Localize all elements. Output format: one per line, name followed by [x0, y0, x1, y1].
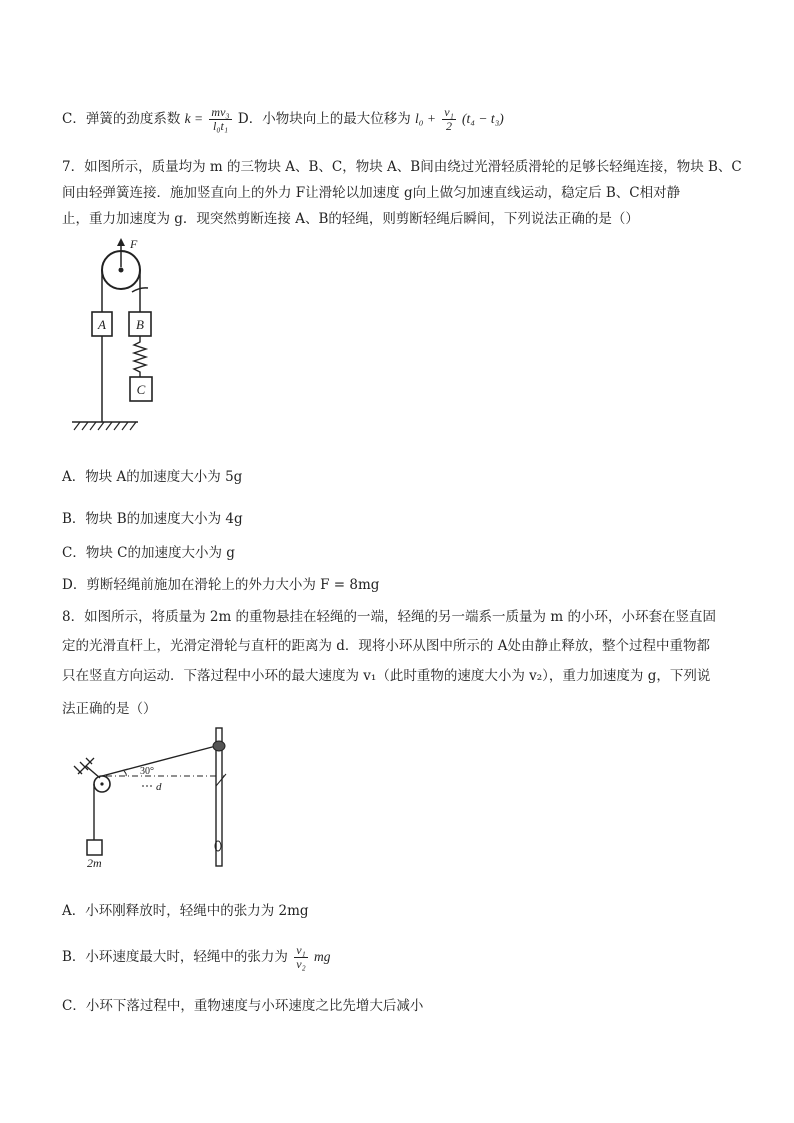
- q6-option-d-formula-b: (t₄ − t₃): [462, 111, 504, 126]
- fraction-denominator: 2: [446, 119, 452, 133]
- q8-option-b-fraction: [294, 944, 308, 971]
- block-c-label: C: [136, 382, 146, 397]
- angle-arc: [124, 771, 126, 776]
- fraction-denominator: l₀t₁: [213, 119, 229, 133]
- q7-option-d: D．剪断轻绳前施加在滑轮上的外力大小为 F = 8mg: [62, 577, 380, 593]
- q6-options-line: [62, 106, 504, 133]
- q7-pulley-figure: [60, 232, 160, 437]
- q8-stem-line-1: 8．如图所示，将质量为 2m 的重物悬挂在轻绳的一端，轻绳的另一端系一质量为 m 的小环，小环套在竖直固: [62, 609, 716, 625]
- q8-option-b: [62, 944, 331, 971]
- q7-stem-line-2: 间由轻弹簧连接．施加竖直向上的外力 F让滑轮以加速度 g向上做匀加速直线运动，稳定后 B、C相对静: [62, 185, 681, 201]
- angle-label: 30°: [140, 766, 154, 777]
- block-a-label: A: [98, 317, 106, 332]
- distance-label: d: [156, 781, 162, 793]
- mass-label: 2m: [87, 856, 102, 870]
- q6-option-d-fraction: [442, 106, 456, 133]
- q7-stem-line-3: 止，重力加速度为 g．现突然剪断连接 A、B的轻绳，则剪断轻绳后瞬间，下列说法正确的是（）: [62, 211, 639, 227]
- pulley-support: [86, 766, 100, 778]
- q6-option-c-prefix: C．弹簧的劲度系数: [62, 111, 181, 127]
- spring: [134, 336, 146, 377]
- q6-option-c-fraction: [209, 106, 231, 133]
- ceiling-hatching: [74, 758, 94, 774]
- q6-option-c-formula-lhs: k =: [184, 111, 204, 126]
- q8-ring-pulley-figure: [66, 722, 266, 872]
- pulley-axle: [100, 782, 103, 785]
- q6-option-d-prefix: D．小物块向上的最大位移为: [237, 111, 411, 127]
- fraction-denominator: v₂: [296, 957, 306, 971]
- q7-stem-line-1: 7．如图所示，质量均为 m 的三物块 A、B、C，物块 A、B间由绕过光滑轻质滑轮的足够长轻绳连接，物块 B、C: [62, 159, 742, 175]
- force-label: F: [130, 237, 138, 251]
- q7-option-c: C．物块 C的加速度大小为 g: [62, 545, 235, 561]
- ground-hatching: [74, 422, 136, 430]
- q8-option-c: C．小环下落过程中，重物速度与小环速度之比先增大后减小: [62, 998, 424, 1014]
- force-arrowhead: [117, 238, 125, 246]
- fraction-numerator: v₁: [296, 943, 306, 957]
- q7-option-b: B．物块 B的加速度大小为 4g: [62, 511, 243, 527]
- ring-at-a: [213, 741, 225, 751]
- q8-stem-line-2: 定的光滑直杆上，光滑定滑轮与直杆的距离为 d．现将小环从图中所示的 A处由静止释放，整个过程中重物都: [62, 638, 710, 654]
- q7-option-a: A．物块 A的加速度大小为 5g: [62, 469, 243, 485]
- fraction-numerator: mv₃: [211, 105, 230, 119]
- rope-to-ring: [102, 746, 216, 776]
- hanging-mass: [87, 840, 102, 855]
- q6-option-d-formula-a: l₀ +: [415, 111, 436, 126]
- q8-option-a: A．小环刚释放时，轻绳中的张力为 2mg: [62, 903, 309, 919]
- q8-option-b-suffix: mg: [314, 949, 331, 964]
- q8-option-b-prefix: B．小环速度最大时，轻绳中的张力为: [62, 949, 288, 965]
- pulley-axle: [119, 268, 124, 273]
- fraction-numerator: v₁: [444, 105, 454, 119]
- q8-stem-line-3: 只在竖直方向运动．下落过程中小环的最大速度为 v₁（此时重物的速度大小为 v₂），重力加速度为 g，下列说: [62, 668, 711, 684]
- q8-stem-line-4: 法正确的是（）: [62, 701, 157, 717]
- block-b-label: B: [136, 317, 144, 332]
